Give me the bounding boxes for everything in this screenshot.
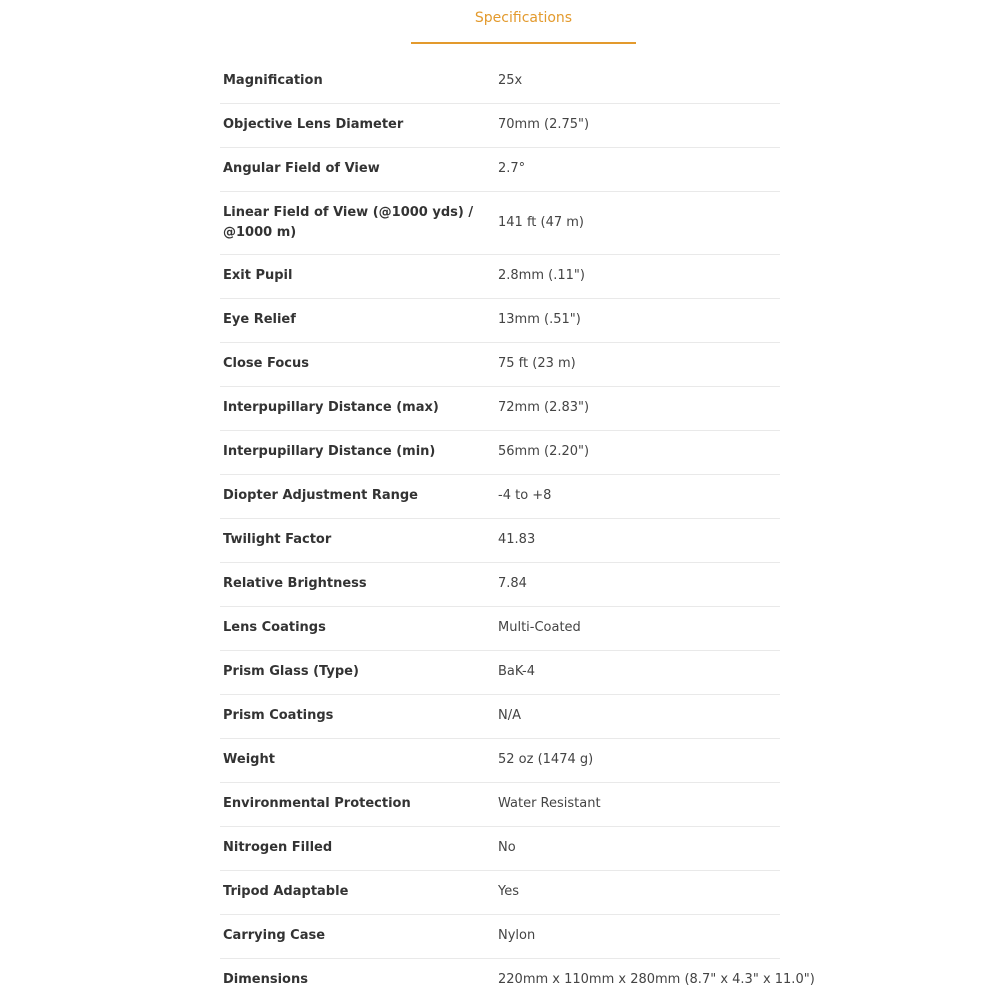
spec-row <box>220 958 780 1000</box>
spec-label: Prism Glass (Type) <box>220 650 495 694</box>
spec-value: Yes <box>495 870 780 914</box>
spec-row <box>220 606 780 650</box>
spec-label: Magnification <box>223 72 323 88</box>
spec-row <box>220 870 780 914</box>
spec-label: Prism Coatings <box>220 694 495 738</box>
spec-row <box>220 298 780 342</box>
active-tab-underline <box>411 42 636 44</box>
spec-value: 2.8mm (.11") <box>495 254 780 298</box>
spec-label: Diopter Adjustment Range <box>220 474 495 518</box>
spec-row <box>220 562 780 606</box>
spec-row <box>220 650 780 694</box>
spec-label: Interpupillary Distance (max) <box>220 386 495 430</box>
tab-bar <box>220 0 780 44</box>
spec-label: Environmental Protection <box>220 782 495 826</box>
spec-label: Relative Brightness <box>220 562 495 606</box>
spec-row <box>220 694 780 738</box>
spec-label: Nitrogen Filled <box>220 826 495 870</box>
spec-row <box>220 474 780 518</box>
spec-label: Twilight Factor <box>220 518 495 562</box>
spec-value: 220mm x 110mm x 280mm (8.7" x 4.3" x 11.0") <box>495 958 780 1000</box>
spec-label: Dimensions <box>220 958 495 1000</box>
spec-label: Close Focus <box>220 342 495 386</box>
spec-value: 13mm (.51") <box>495 298 780 342</box>
spec-label: Exit Pupil <box>220 254 495 298</box>
spec-label: Carrying Case <box>220 914 495 958</box>
spec-row <box>220 147 780 191</box>
spec-value: Multi-Coated <box>495 606 780 650</box>
spec-value: N/A <box>495 694 780 738</box>
spec-value: 72mm (2.83") <box>495 386 780 430</box>
spec-row <box>220 914 780 958</box>
spec-value: Water Resistant <box>495 782 780 826</box>
spec-value: 41.83 <box>495 518 780 562</box>
spec-label: Angular Field of View <box>220 147 495 191</box>
spec-value: 56mm (2.20") <box>495 430 780 474</box>
spec-row <box>220 342 780 386</box>
spec-value: 7.84 <box>495 562 780 606</box>
spec-label: Eye Relief <box>220 298 495 342</box>
spec-label: Linear Field of View (@1000 yds) / @1000 m) <box>220 191 495 254</box>
spec-value: 141 ft (47 m) <box>495 191 780 254</box>
spec-value: -4 to +8 <box>495 474 780 518</box>
spec-row <box>220 518 780 562</box>
spec-value: 25x <box>498 72 523 88</box>
spec-row <box>220 386 780 430</box>
spec-value: No <box>495 826 780 870</box>
spec-row <box>220 103 780 147</box>
spec-value: BaK-4 <box>495 650 780 694</box>
spec-value: 52 oz (1474 g) <box>495 738 780 782</box>
spec-row <box>220 430 780 474</box>
spec-label: Lens Coatings <box>220 606 495 650</box>
specifications-table <box>220 59 815 1000</box>
spec-row <box>220 826 780 870</box>
spec-label: Objective Lens Diameter <box>220 103 495 147</box>
spec-row <box>220 782 780 826</box>
tab-specifications[interactable] <box>411 0 636 44</box>
tab-specifications-label: Specifications <box>474 10 573 26</box>
spec-label: Tripod Adaptable <box>220 870 495 914</box>
spec-row <box>220 191 780 254</box>
spec-row <box>220 254 780 298</box>
spec-label: Weight <box>220 738 495 782</box>
spec-value: 75 ft (23 m) <box>495 342 780 386</box>
spec-value: Nylon <box>495 914 780 958</box>
spec-row <box>220 59 780 103</box>
spec-label: Interpupillary Distance (min) <box>220 430 495 474</box>
spec-value: 70mm (2.75") <box>495 103 780 147</box>
spec-row <box>220 738 780 782</box>
spec-value: 2.7° <box>495 147 780 191</box>
